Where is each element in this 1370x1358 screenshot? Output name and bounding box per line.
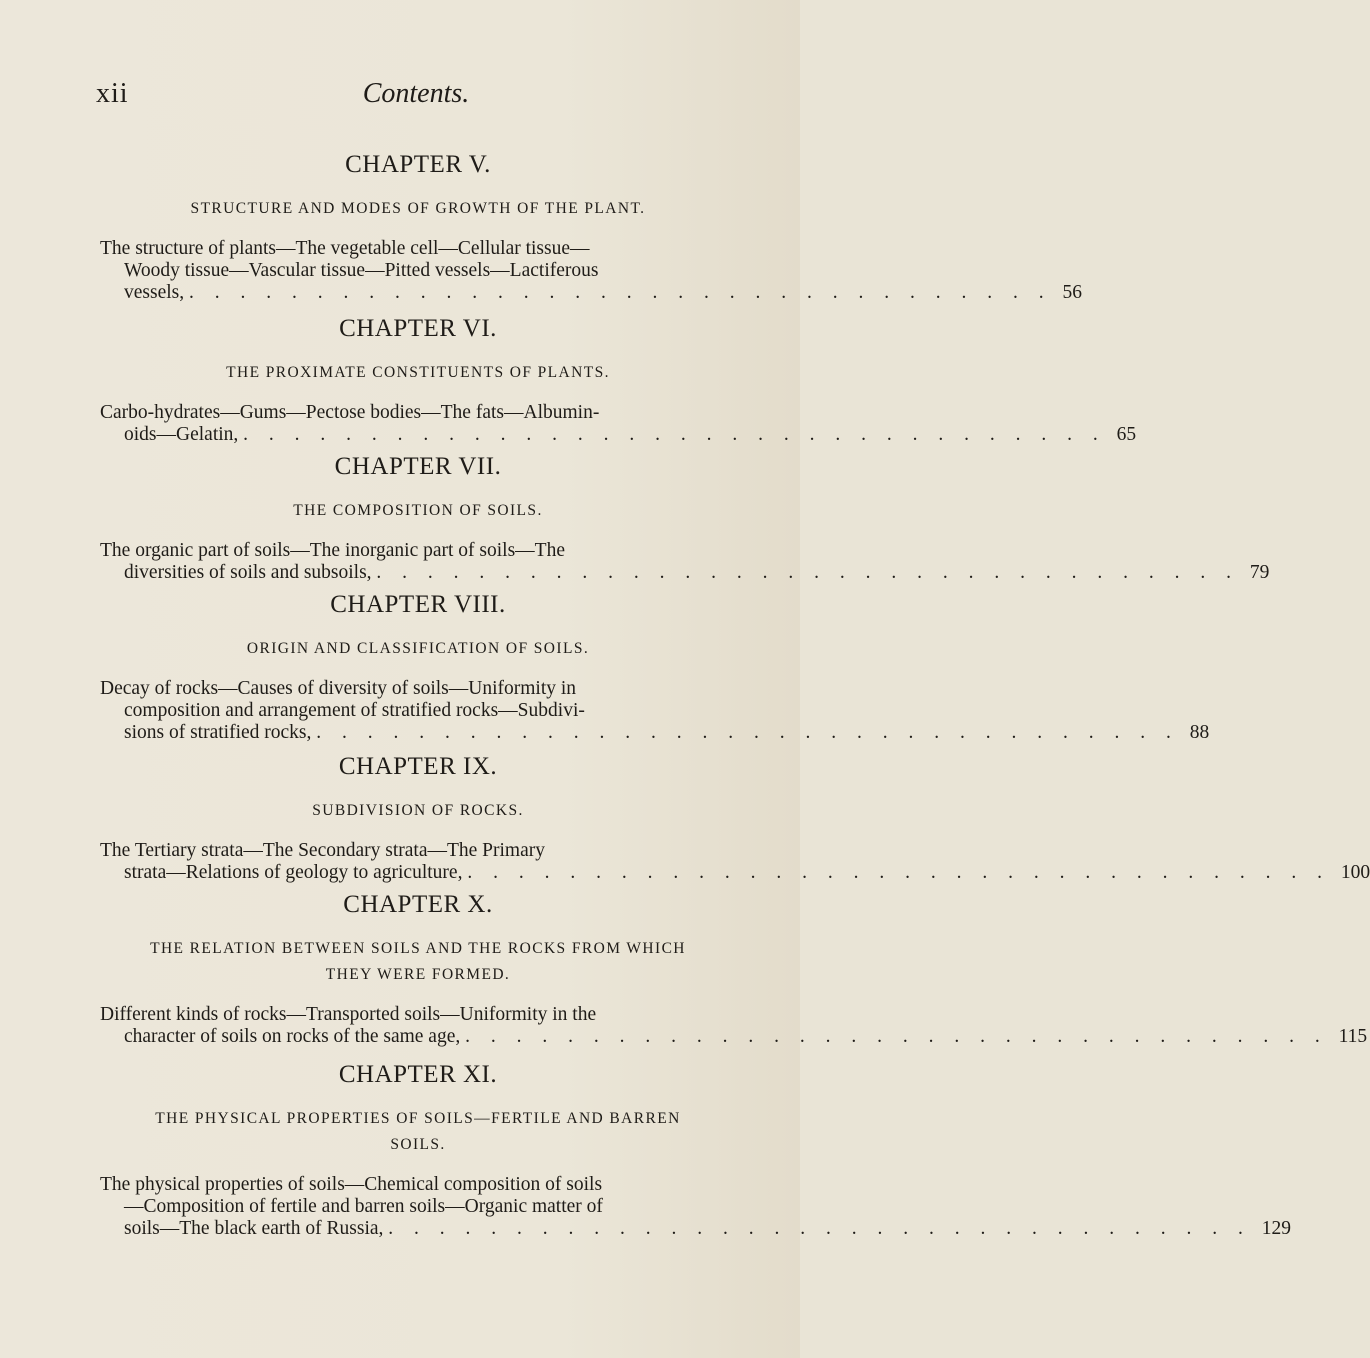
summary-line: The structure of plants—The vegetable cell—Cellular tissue— <box>100 238 590 259</box>
summary-line: —Composition of fertile and barren soils—Organic matter of <box>124 1196 603 1217</box>
chapter-subtitle: THE COMPOSITION OF SOILS. <box>293 502 543 519</box>
running-title: Contents. <box>362 78 470 109</box>
chapter-heading: CHAPTER VI. <box>339 315 497 342</box>
chapter-summary <box>100 402 1137 446</box>
dot-leader: . . . . . . . . . . . . . . . . . . . . . . . . . . . . . . . . . . <box>467 862 1330 883</box>
summary-line: Woody tissue—Vascular tissue—Pitted vessels—Lactiferous <box>124 260 599 281</box>
chapter-subtitle: THE PHYSICAL PROPERTIES OF SOILS—FERTILE AND BARREN SOILS. <box>155 1110 681 1153</box>
summary-line: composition and arrangement of stratified rocks—Subdivi- <box>124 700 585 721</box>
chapter-viii <box>100 588 1210 744</box>
dot-leader: . . . . . . . . . . . . . . . . . . . . . . . . . . . . . . . . . . <box>316 722 1179 743</box>
summary-line: Different kinds of rocks—Transported soils—Uniformity in the <box>100 1004 597 1025</box>
summary-last-line <box>100 282 1082 304</box>
dot-leader: . . . . . . . . . . . . . . . . . . . . . . . . . . . . . . . . . . <box>376 562 1240 583</box>
chapter-x <box>100 888 1368 1048</box>
chapter-summary <box>100 678 1210 744</box>
summary-last-line <box>100 562 1270 584</box>
page-number: xii <box>96 78 129 109</box>
chapter-page-number: 88 <box>1189 722 1210 743</box>
summary-last-line <box>100 1026 1368 1048</box>
summary-last-line <box>100 862 1370 884</box>
chapter-vii <box>100 450 1270 584</box>
summary-line: The Tertiary strata—The Secondary strata—The Primary <box>100 840 545 861</box>
summary-line-text: sions of stratified rocks, <box>124 722 312 743</box>
chapter-subtitle: THE RELATION BETWEEN SOILS AND THE ROCKS FROM WHICH THEY WERE FORMED. <box>150 940 686 983</box>
chapter-heading: CHAPTER V. <box>345 151 491 178</box>
chapter-heading: CHAPTER X. <box>343 891 493 918</box>
chapter-heading: CHAPTER VIII. <box>330 591 506 618</box>
chapter-heading: CHAPTER VII. <box>334 453 502 480</box>
chapter-summary <box>100 1174 1292 1240</box>
chapter-summary <box>100 540 1270 584</box>
chapter-page-number: 79 <box>1249 562 1270 583</box>
dot-leader: . . . . . . . . . . . . . . . . . . . . . . . . . . . . . . . . . . <box>388 1218 1251 1239</box>
chapter-xi <box>100 1058 1292 1240</box>
dot-leader: . . . . . . . . . . . . . . . . . . . . . . . . . . . . . . . . . . <box>243 424 1106 445</box>
summary-last-line <box>100 722 1210 744</box>
chapter-v <box>100 148 1082 304</box>
summary-line-text: soils—The black earth of Russia, <box>124 1218 384 1239</box>
summary-last-line <box>100 1218 1292 1240</box>
chapter-page-number: 115 <box>1338 1026 1368 1047</box>
chapter-page-number: 100 <box>1340 862 1370 883</box>
summary-line: The organic part of soils—The inorganic part of soils—The <box>100 540 566 561</box>
dot-leader: . . . . . . . . . . . . . . . . . . . . . . . . . . . . . . . . . . <box>465 1026 1328 1047</box>
chapter-page-number: 56 <box>1062 282 1082 303</box>
chapter-heading: CHAPTER XI. <box>338 1061 498 1088</box>
summary-line-text: oids—Gelatin, <box>124 424 239 445</box>
summary-line-text: strata—Relations of geology to agriculture, <box>124 862 463 883</box>
chapter-subtitle: THE PROXIMATE CONSTITUENTS OF PLANTS. <box>226 364 610 381</box>
chapter-subtitle: STRUCTURE AND MODES OF GROWTH OF THE PLANT. <box>190 200 646 217</box>
summary-line: The physical properties of soils—Chemical composition of soils <box>100 1174 603 1195</box>
chapter-subtitle: SUBDIVISION OF ROCKS. <box>312 802 524 819</box>
chapter-heading: CHAPTER IX. <box>338 753 498 780</box>
chapter-summary <box>100 1004 1368 1048</box>
chapter-ix <box>100 750 1370 884</box>
chapter-page-number: 129 <box>1261 1218 1292 1239</box>
chapter-vi <box>100 312 1137 446</box>
dot-leader: . . . . . . . . . . . . . . . . . . . . . . . . . . . . . . . . . . <box>189 282 1052 303</box>
summary-line: Decay of rocks—Causes of diversity of soils—Uniformity in <box>100 678 577 699</box>
chapter-page-number: 65 <box>1116 424 1137 445</box>
chapter-summary <box>100 238 1082 304</box>
summary-last-line <box>100 424 1137 446</box>
summary-line-text: diversities of soils and subsoils, <box>124 562 372 583</box>
running-head <box>96 78 736 118</box>
chapter-summary <box>100 840 1370 884</box>
summary-line: Carbo-hydrates—Gums—Pectose bodies—The fats—Albumin- <box>100 402 600 423</box>
summary-line-text: vessels, <box>124 282 185 303</box>
summary-line-text: character of soils on rocks of the same age, <box>124 1026 461 1047</box>
chapter-subtitle: ORIGIN AND CLASSIFICATION OF SOILS. <box>246 640 590 657</box>
